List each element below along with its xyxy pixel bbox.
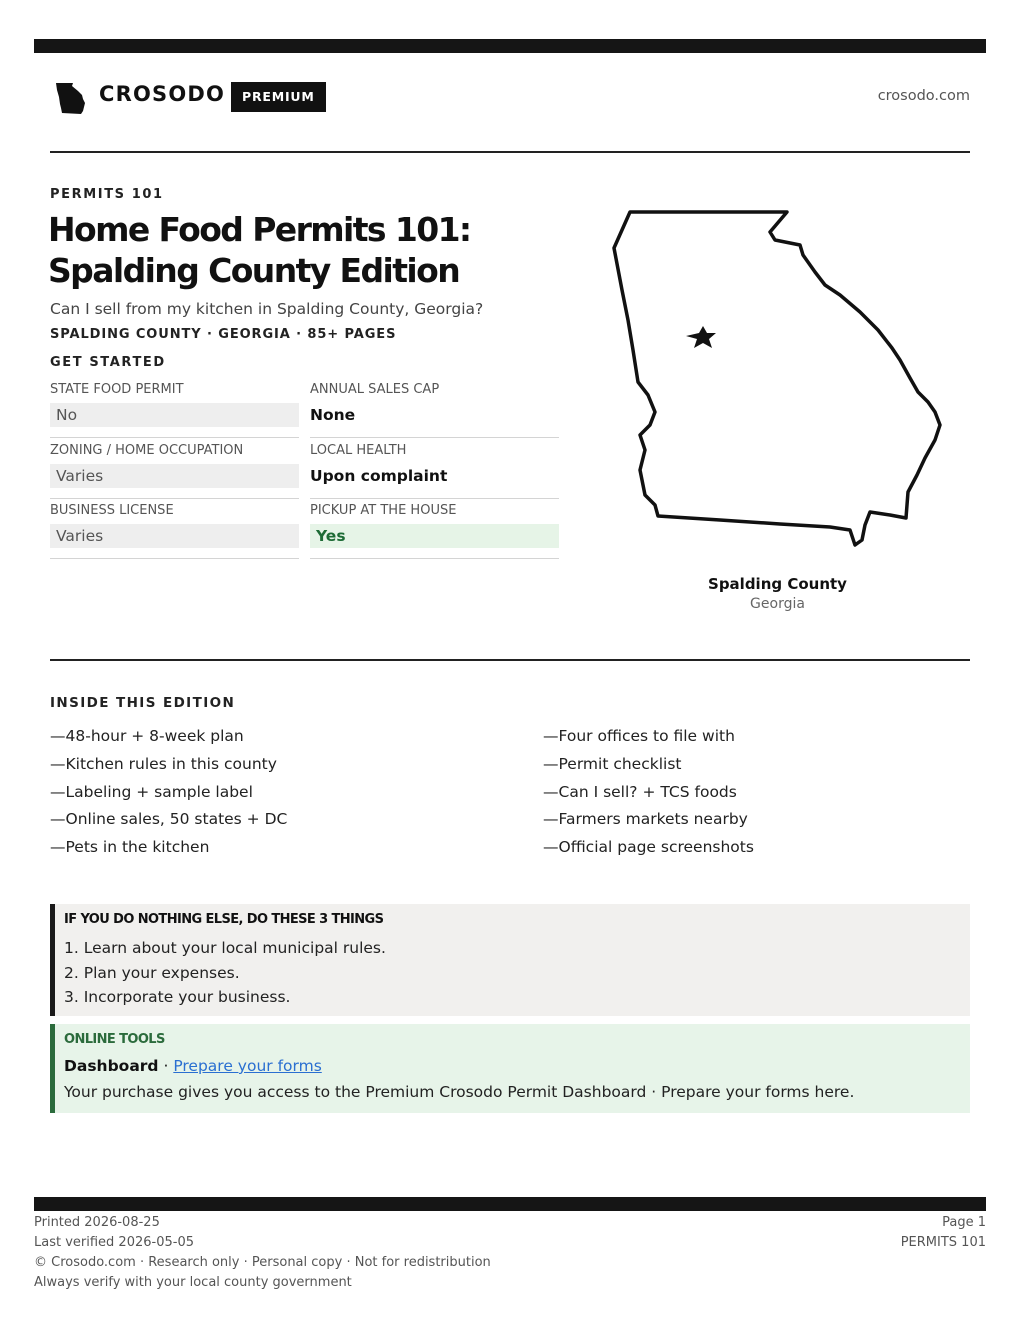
list-item: — Can I sell? + TCS foods	[543, 779, 754, 807]
star-marker-icon	[686, 326, 716, 348]
fact-zoning-home-occupation	[50, 443, 299, 499]
page-number: Page 1	[942, 1215, 986, 1230]
georgia-state-silhouette-icon	[54, 80, 88, 116]
list-item: — Labeling + sample label	[50, 779, 287, 807]
premium-badge: PREMIUM	[231, 82, 326, 112]
tools-line	[64, 1057, 322, 1075]
fact-value: Varies	[50, 464, 299, 488]
list-item: — Permit checklist	[543, 751, 754, 779]
fact-value: Varies	[50, 524, 299, 548]
section-kicker: PERMITS 101	[50, 187, 164, 202]
header	[50, 78, 970, 118]
edition-meta: SPALDING COUNTY · GEORGIA · 85+ PAGES	[50, 327, 397, 342]
list-item: — 48-hour + 8-week plan	[50, 723, 287, 751]
inside-list-right	[543, 723, 754, 862]
fact-state-food-permit	[50, 382, 299, 438]
verified-date: Last verified 2026-05-05	[34, 1235, 194, 1250]
tools-separator: ·	[158, 1057, 174, 1075]
fact-pickup-at-the-house	[310, 503, 559, 559]
prepare-forms-link[interactable]: Prepare your forms	[173, 1057, 322, 1075]
list-item: — Official page screenshots	[543, 834, 754, 862]
header-divider	[50, 151, 970, 153]
title-line-2: Spalding County Edition	[48, 251, 460, 290]
fact-label: STATE FOOD PERMIT	[50, 382, 184, 397]
page-title	[48, 209, 588, 291]
georgia-outline	[614, 212, 940, 545]
step-item: 2. Plan your expenses.	[64, 963, 240, 982]
list-item: — Pets in the kitchen	[50, 834, 287, 862]
fact-label: ZONING / HOME OCCUPATION	[50, 443, 244, 458]
fact-annual-sales-cap	[310, 382, 559, 438]
fact-label: BUSINESS LICENSE	[50, 503, 174, 518]
three-things-list	[64, 936, 386, 1010]
list-item: — Farmers markets nearby	[543, 806, 754, 834]
page-subtitle: Can I sell from my kitchen in Spalding County, Georgia?	[50, 300, 484, 318]
fact-label: ANNUAL SALES CAP	[310, 382, 440, 397]
dashboard-label: Dashboard	[64, 1057, 159, 1075]
map-caption-state: Georgia	[750, 596, 805, 612]
brand-name[interactable]: CROSODO	[99, 82, 226, 106]
step-item: 3. Incorporate your business.	[64, 988, 291, 1006]
section-divider	[50, 659, 970, 661]
three-things-callout	[50, 904, 970, 1016]
three-things-heading: IF YOU DO NOTHING ELSE, DO THESE 3 THINGS	[64, 912, 384, 927]
footer-right	[901, 1213, 986, 1253]
online-tools-callout	[50, 1024, 970, 1113]
list-item: — Online sales, 50 states + DC	[50, 806, 287, 834]
fact-value: Upon complaint	[310, 467, 448, 485]
fact-value: No	[50, 403, 299, 427]
bottom-rule-bar	[34, 1197, 986, 1211]
step-item: 1. Learn about your local municipal rules.	[64, 939, 386, 957]
copyright-notice: © Crosodo.com · Research only · Personal copy · Not for redistribution	[34, 1255, 491, 1270]
fact-business-license	[50, 503, 299, 559]
map-caption-county: Spalding County	[708, 575, 847, 593]
footer-left	[34, 1213, 491, 1293]
list-item: — Kitchen rules in this county	[50, 751, 287, 779]
top-rule-bar	[34, 39, 986, 53]
fact-local-health	[310, 443, 559, 499]
inside-list-left	[50, 723, 287, 862]
printed-date: Printed 2026-08-25	[34, 1215, 160, 1230]
site-url[interactable]: crosodo.com	[877, 88, 970, 104]
inside-edition-heading: INSIDE THIS EDITION	[50, 695, 236, 711]
verify-note: Always verify with your local county government	[34, 1275, 352, 1290]
fact-label: LOCAL HEALTH	[310, 443, 407, 458]
list-item: — Four offices to file with	[543, 723, 754, 751]
fact-label: PICKUP AT THE HOUSE	[310, 503, 457, 518]
footer-section: PERMITS 101	[900, 1235, 986, 1250]
title-line-1: Home Food Permits 101:	[48, 210, 471, 249]
georgia-map	[600, 200, 952, 555]
online-tools-description: Your purchase gives you access to the Premium Crosodo Permit Dashboard · Prepare your forms here.	[64, 1083, 855, 1101]
fact-value: None	[310, 406, 356, 424]
online-tools-heading: ONLINE TOOLS	[64, 1032, 165, 1047]
get-started-heading: GET STARTED	[50, 355, 166, 370]
fact-value: Yes	[310, 524, 559, 548]
